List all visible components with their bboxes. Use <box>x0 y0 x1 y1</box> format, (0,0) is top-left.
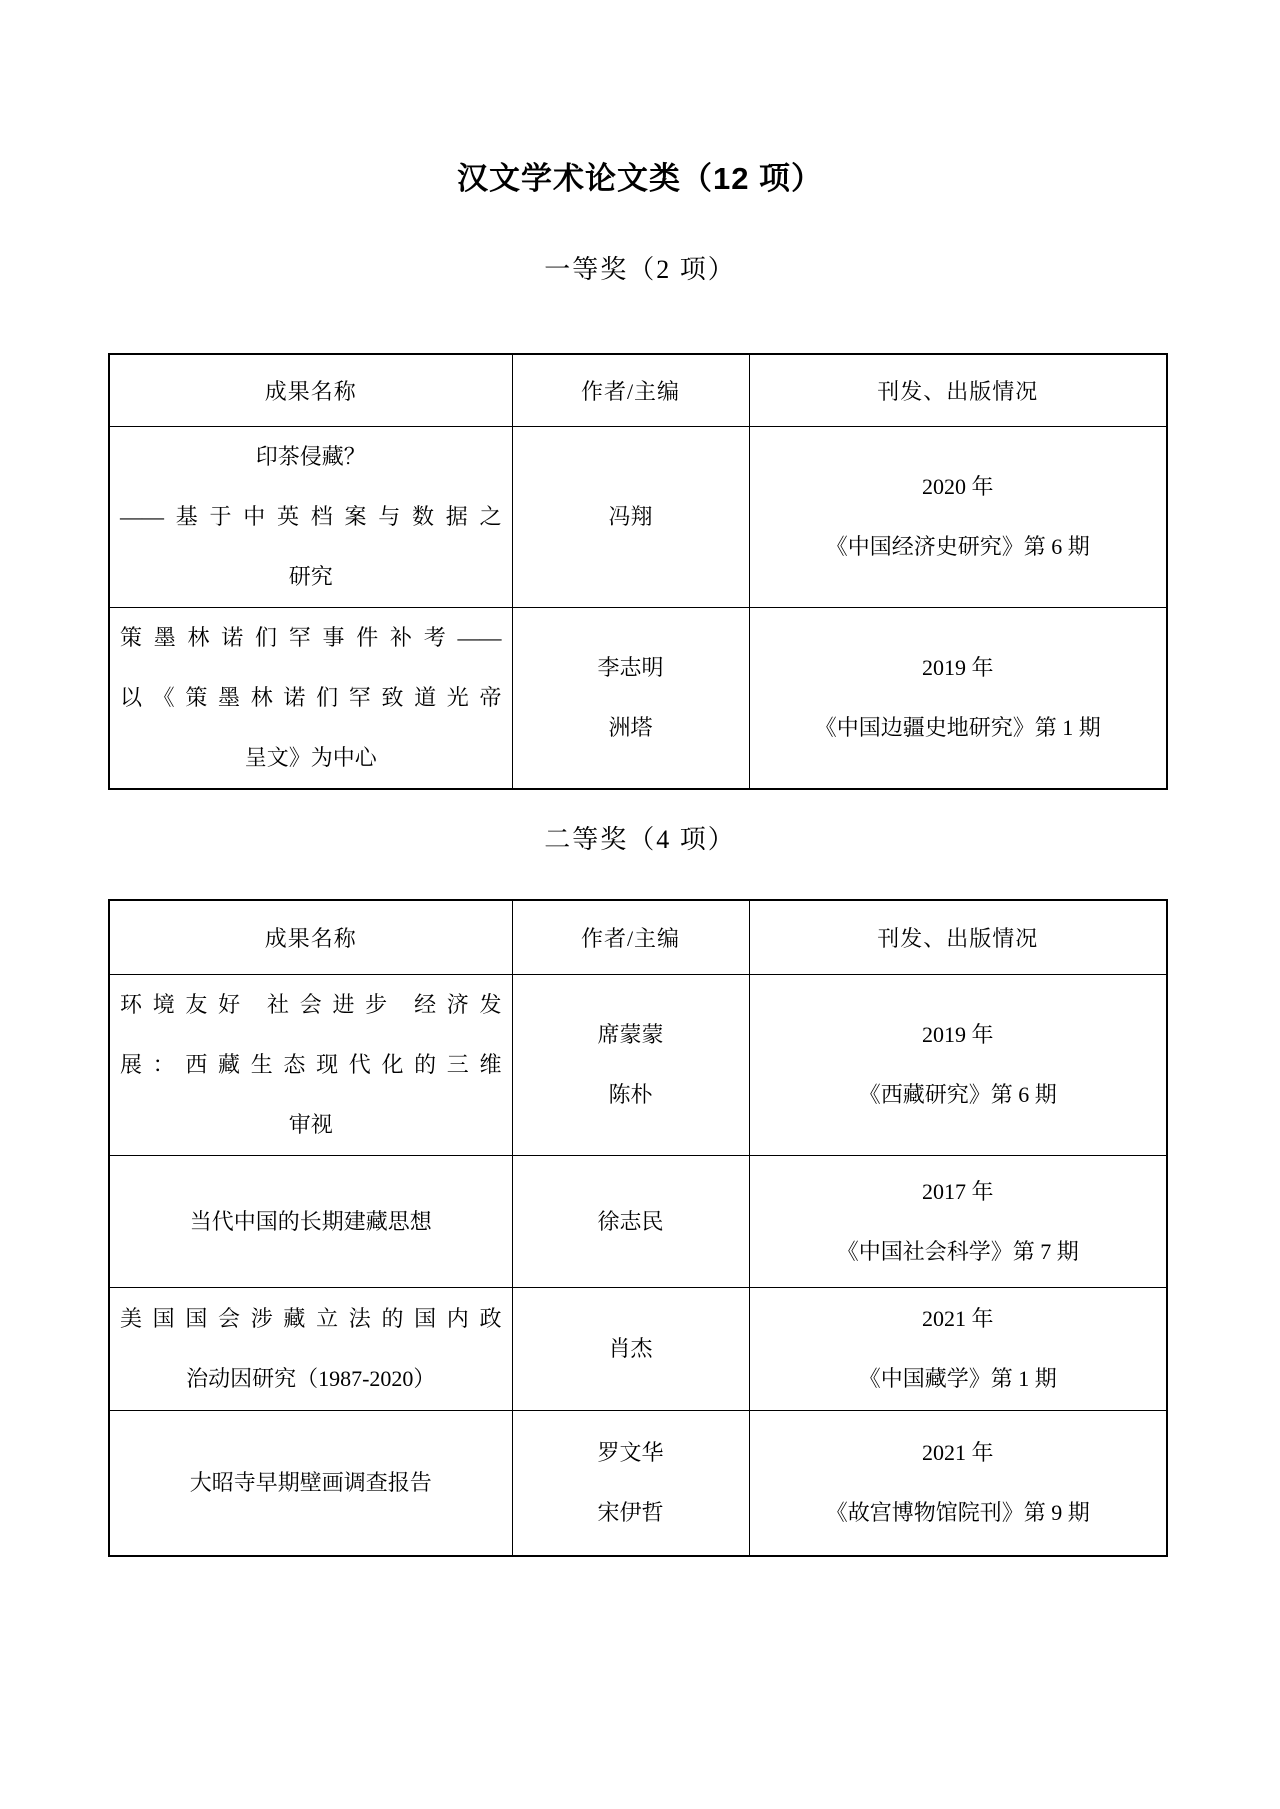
result-title-line: 当代中国的长期建藏思想 <box>189 1208 432 1234</box>
result-title-line: 大昭寺早期壁画调查报告 <box>189 1469 432 1495</box>
cell-publication <box>749 975 1167 1156</box>
author-name: 席蒙蒙 <box>597 1022 664 1047</box>
result-title-line: 环境友好 社会进步 经济发 <box>120 992 502 1017</box>
table-header-row <box>109 354 1167 426</box>
cell-publication <box>749 1288 1167 1411</box>
publication-line: 《中国边疆史地研究》第 1 期 <box>814 714 1101 740</box>
cell-result-name <box>109 1411 512 1556</box>
cell-publication <box>749 607 1167 789</box>
publication-line: 2020 年 <box>921 473 994 499</box>
cell-result-name <box>109 607 512 789</box>
author-name: 宋伊哲 <box>597 1499 664 1525</box>
result-title-line: 呈文》为中心 <box>244 744 377 770</box>
table-row <box>109 1288 1167 1411</box>
publication-line: 《中国社会科学》第 7 期 <box>836 1238 1079 1264</box>
result-title-line: 研究 <box>288 563 333 589</box>
cell-result-name <box>109 1156 512 1288</box>
cell-publication <box>749 1156 1167 1288</box>
col-header-result-name: 成果名称 <box>109 900 512 975</box>
author-name: 肖杰 <box>608 1336 653 1361</box>
cell-result-name <box>109 426 512 607</box>
section-heading-first-prize: 一等奖（2 项） <box>544 255 736 284</box>
publication-line: 《中国经济史研究》第 6 期 <box>825 533 1090 559</box>
col-header-result-name: 成果名称 <box>109 354 512 426</box>
publication-line: 2017 年 <box>921 1178 994 1204</box>
table-row <box>109 607 1167 789</box>
table-row <box>109 975 1167 1156</box>
publication-line: 《西藏研究》第 6 期 <box>858 1082 1057 1107</box>
table-row <box>109 1411 1167 1556</box>
table-row <box>109 426 1167 607</box>
col-header-author: 作者/主编 <box>512 354 749 426</box>
awards-table-second-prize <box>108 899 1168 1557</box>
cell-author <box>512 1411 749 1556</box>
col-header-author: 作者/主编 <box>512 900 749 975</box>
result-title-line: 印茶侵藏？ <box>255 443 366 469</box>
table-header-row <box>109 900 1167 975</box>
section-heading-second-prize: 二等奖（4 项） <box>544 824 736 854</box>
cell-author <box>512 975 749 1156</box>
awards-table-first-prize <box>108 353 1168 790</box>
col-header-publication: 刊发、出版情况 <box>749 354 1167 426</box>
publication-line: 2021 年 <box>921 1439 994 1465</box>
publication-line: 2021 年 <box>921 1306 994 1331</box>
publication-line: 《故宫博物馆院刊》第 9 期 <box>825 1499 1090 1525</box>
cell-author <box>512 1156 749 1288</box>
result-title-line: ——基于中英档案与数据之 <box>120 503 502 529</box>
author-name: 徐志民 <box>597 1208 664 1234</box>
publication-line: 《中国藏学》第 1 期 <box>858 1366 1057 1391</box>
result-title-line: 展：西藏生态现代化的三维 <box>120 1052 502 1077</box>
cell-author <box>512 1288 749 1411</box>
cell-author <box>512 426 749 607</box>
cell-result-name <box>109 1288 512 1411</box>
author-name: 冯翔 <box>608 503 653 529</box>
cell-author <box>512 607 749 789</box>
publication-line: 2019 年 <box>921 1022 994 1047</box>
author-name: 李志明 <box>597 654 664 680</box>
author-name: 陈朴 <box>608 1082 653 1107</box>
col-header-publication: 刊发、出版情况 <box>749 900 1167 975</box>
result-title-line: 审视 <box>288 1112 333 1137</box>
result-title-line: 治动因研究（1987-2020） <box>186 1366 436 1391</box>
publication-line: 2019 年 <box>921 654 994 680</box>
cell-publication <box>749 1411 1167 1556</box>
author-name: 罗文华 <box>597 1439 664 1465</box>
result-title-line: 以《策墨林诺们罕致道光帝 <box>120 684 502 710</box>
cell-publication <box>749 426 1167 607</box>
table-row <box>109 1156 1167 1288</box>
cell-result-name <box>109 975 512 1156</box>
doc-title: 汉文学术论文类（12 项） <box>456 161 824 196</box>
result-title-line: 美国国会涉藏立法的国内政 <box>120 1306 502 1331</box>
result-title-line: 策墨林诺们罕事件补考—— <box>120 624 502 650</box>
author-name: 洲塔 <box>608 714 653 740</box>
